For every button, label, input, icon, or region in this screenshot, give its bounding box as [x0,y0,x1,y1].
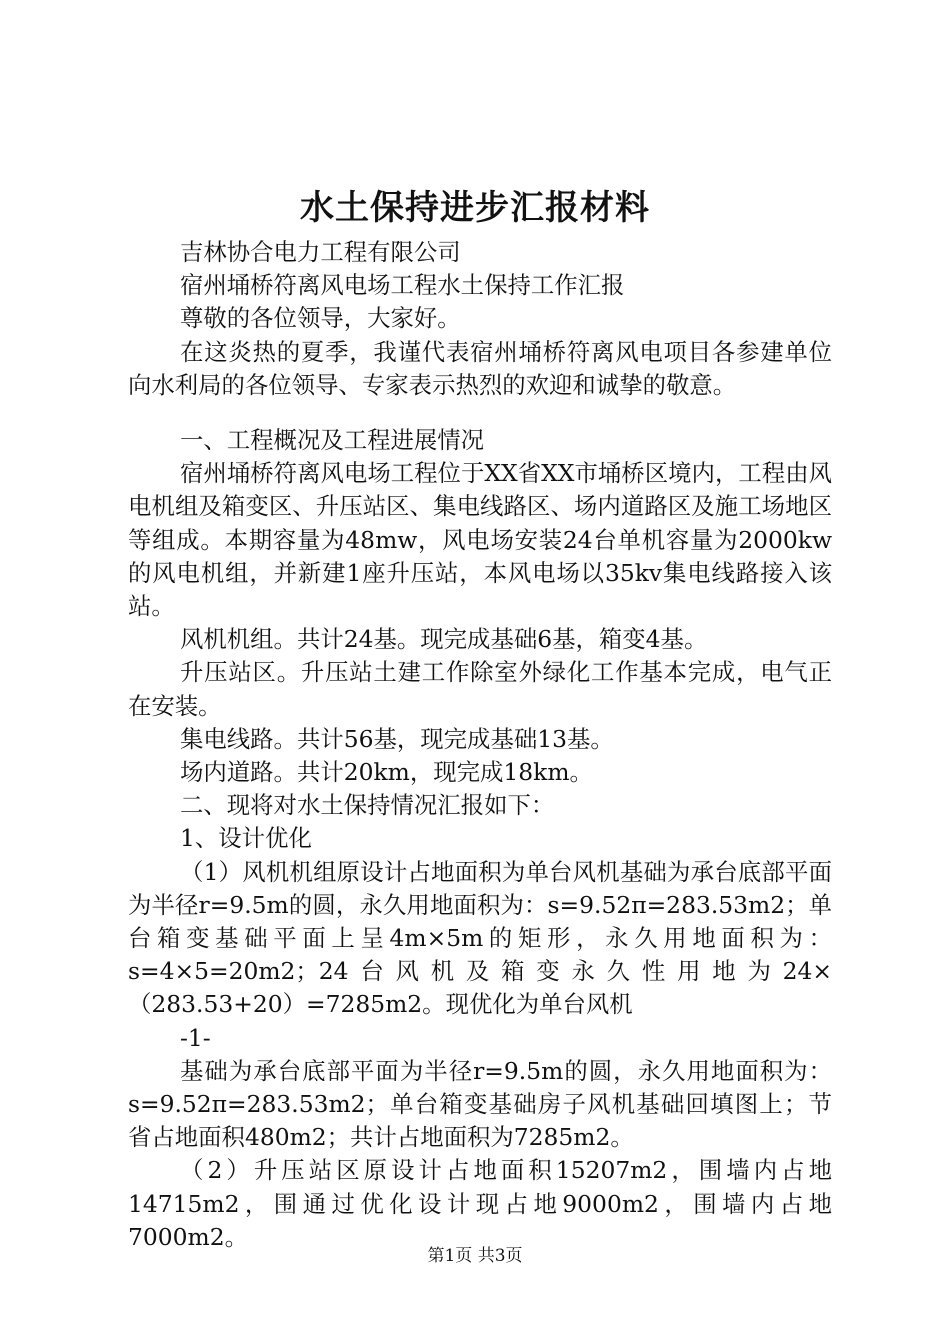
paragraph-gap [128,402,832,424]
document-body [128,236,832,1254]
report-subtitle: 宿州埇桥符离风电场工程水土保持工作汇报 [180,271,625,300]
section-heading-overview: 一、工程概况及工程进展情况 [180,426,485,455]
subsection-heading-design-optimization: 1、设计优化 [180,824,312,853]
paragraph-wind-turbines: 风机机组。共计24基。现完成基础6基，箱变4基。 [180,625,708,654]
paragraph-substation-area: （2）升压站区原设计占地面积15207m2，围墙内占地14715m2，围通过优化设计现占地9000m2，围墙内占地7000m2。 [128,1156,832,1251]
page-footer: 第1页 共3页 [427,1246,523,1266]
paragraph-project-overview: 宿州埇桥符离风电场工程位于XX省XX市埇桥区境内，工程由风电机组及箱变区、升压站区、集电线路区、场内道路区及施工场地区等组成。本期容量为48mw，风电场安装24台单机容量为2000kw的风电机组，并新建1座升压站，本风电场以35kv集电线路接入该站。 [128,459,832,621]
paragraph-collector-lines: 集电线路。共计56基，现完成基础13基。 [180,724,614,753]
paragraph-substation: 升压站区。升压站土建工作除室外绿化工作基本完成，电气正在安装。 [128,658,832,720]
paragraph-welcome: 在这炎热的夏季，我谨代表宿州埇桥符离风电项目各参建单位向水利局的各位领导、专家表示热烈的欢迎和诚挚的敬意。 [128,337,832,399]
company-name: 吉林协合电力工程有限公司 [180,238,461,266]
document-title: 水土保持进步汇报材料 [300,188,650,228]
section-heading-soil-conservation: 二、现将对水土保持情况汇报如下： [180,791,555,820]
greeting: 尊敬的各位领导，大家好。 [180,304,461,333]
paragraph-foundation-area: 基础为承台底部平面为半径r=9.5m的圆，永久用地面积为：s=9.52π=283.53m2；单台箱变基础房子风机基础回填图上；节省占地面积480m2；共计占地面积为7285m2。 [128,1056,832,1152]
paragraph-turbine-land-use: （1）风机机组原设计占地面积为单台风机基础为承台底部平面为半径r=9.5m的圆，永久用地面积为：s=9.52π=283.53m2；单台箱变基础平面上呈4m×5m的矩形，永久用地面积为：s=4×5=20m2；24台风机及箱变永久性用地为24×（283.53+20）=7285m2。现优化为单台风机 [128,857,832,1019]
paragraph-site-roads: 场内道路。共计20km，现完成18km。 [180,758,593,787]
page-marker: -1- [180,1023,211,1052]
